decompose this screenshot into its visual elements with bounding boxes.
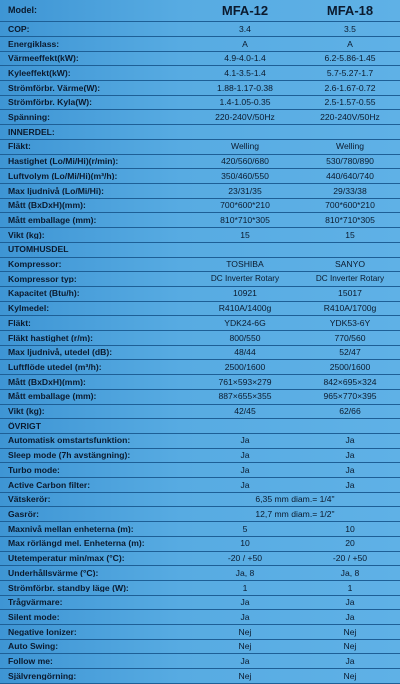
model-mfa-12: MFA-12 — [221, 3, 269, 19]
spec-value-mfa-12: TOSHIBA — [226, 259, 264, 270]
section-label: ÖVRIGT — [8, 421, 41, 431]
spec-row — [0, 449, 400, 464]
spec-value-mfa-18: Ja — [345, 611, 355, 622]
spec-label: Kyleeffekt(kW): — [8, 68, 71, 78]
spec-row — [0, 522, 400, 537]
spec-label: Utetemperatur min/max (°C): — [8, 554, 125, 563]
spec-value-mfa-18: 52/47 — [339, 347, 361, 358]
section-row — [0, 419, 400, 434]
spec-label: Max ljudnivå, utedel (dB): — [8, 348, 113, 357]
spec-value-mfa-18: SANYO — [334, 259, 366, 270]
spec-label: Spänning: — [8, 113, 51, 122]
spec-value-mfa-18: -20 / +50 — [332, 553, 368, 564]
spec-row — [0, 302, 400, 317]
spec-row — [0, 390, 400, 405]
spec-row — [0, 463, 400, 478]
spec-row — [0, 610, 400, 625]
spec-row — [0, 287, 400, 302]
spec-label: Kylmedel: — [8, 304, 50, 313]
spec-row — [0, 360, 400, 375]
spec-label: Fläkt hastighet (r/m): — [8, 333, 93, 343]
table-header-row — [0, 0, 400, 22]
spec-row — [0, 537, 400, 552]
spec-value-mfa-12: 10 — [240, 538, 250, 549]
spec-value-mfa-12: Ja — [240, 450, 250, 461]
spec-row — [0, 228, 400, 243]
spec-label: Luftvolym (Lo/Mi/Hi)(m³/h): — [8, 171, 118, 181]
spec-value-mfa-12: DC Inverter Rotary — [210, 273, 280, 283]
spec-value-mfa-12: Welling — [230, 141, 260, 152]
spec-value-mfa-18: Nej — [343, 670, 357, 681]
spec-value-mfa-12: Ja — [240, 611, 250, 622]
spec-row — [0, 478, 400, 493]
spec-value-mfa-12: 220-240V/50Hz — [215, 112, 275, 123]
spec-label: Mått emballage (mm): — [8, 215, 97, 225]
spec-row — [0, 654, 400, 669]
spec-value-mfa-12: Ja — [240, 597, 250, 608]
spec-value-mfa-18: Ja — [345, 656, 355, 667]
spec-value-mfa-18: 700*600*210 — [325, 200, 375, 211]
spec-value-mfa-18: 810*710*305 — [325, 214, 375, 225]
spec-value-mfa-18: YDK53-6Y — [329, 317, 371, 328]
spec-label: Automatisk omstartsfunktion: — [8, 436, 131, 446]
spec-value-mfa-18: Welling — [335, 141, 365, 152]
section-row — [0, 125, 400, 140]
spec-row — [0, 258, 400, 273]
spec-value-mfa-18: 842×695×324 — [323, 376, 377, 387]
spec-value-mfa-12: R410A/1400g — [218, 303, 272, 314]
spec-label: Luftflöde utedel (m³/h): — [8, 362, 102, 372]
spec-value-mfa-18: A — [347, 38, 353, 49]
spec-label: Fläkt: — [8, 142, 31, 152]
spec-row — [0, 581, 400, 596]
spec-row — [0, 566, 400, 581]
spec-label: Strömförbr. Värme(W): — [8, 83, 101, 93]
spec-value-mfa-12: 800/550 — [229, 332, 261, 343]
spec-row — [0, 596, 400, 611]
model-label: Model: — [8, 6, 37, 16]
spec-row — [0, 110, 400, 125]
spec-label: Active Carbon filter: — [8, 480, 91, 490]
spec-label: Strömförbr. standby läge (W): — [8, 583, 129, 593]
spec-label: Underhållsvärme (°C): — [8, 568, 99, 578]
spec-value-mfa-18: 2.6-1.67-0.72 — [324, 82, 376, 93]
spec-row — [0, 37, 400, 52]
spec-label: Självrengörning: — [8, 671, 77, 681]
spec-label: Turbo mode: — [8, 465, 60, 475]
spec-row — [0, 213, 400, 228]
spec-value-mfa-18: 1 — [347, 582, 353, 593]
spec-value-mfa-12: 761×593×279 — [218, 376, 272, 387]
spec-row — [0, 640, 400, 655]
spec-label: Kompressor typ: — [8, 274, 77, 284]
spec-value-shared: 12,7 mm diam.= 1/2" — [255, 509, 335, 519]
spec-value-mfa-18: Ja — [345, 597, 355, 608]
spec-label: Trågvärmare: — [8, 598, 63, 607]
spec-value-mfa-18: 2.5-1.57-0.55 — [324, 97, 376, 108]
spec-value-mfa-12: Nej — [238, 670, 252, 681]
spec-value-mfa-12: Ja — [240, 464, 250, 475]
spec-value-mfa-12: 810*710*305 — [220, 214, 270, 225]
spec-row — [0, 434, 400, 449]
spec-label: Vikt (kg): — [8, 230, 45, 240]
spec-value-shared: 6,35 mm diam.= 1/4" — [255, 494, 335, 505]
spec-row — [0, 184, 400, 199]
spec-label: Fläkt: — [8, 318, 31, 328]
section-label: INNERDEL: — [8, 127, 55, 137]
spec-label: Värmeeffekt(kW): — [8, 54, 79, 63]
spec-label: Mått (BxDxH)(mm): — [8, 377, 86, 387]
model-mfa-18: MFA-18 — [326, 3, 374, 19]
spec-row — [0, 493, 400, 508]
spec-value-mfa-12: 3.4 — [239, 23, 251, 34]
spec-row — [0, 405, 400, 420]
spec-label: Sleep mode (7h avstängning): — [8, 451, 131, 460]
spec-value-mfa-18: Ja, 8 — [340, 567, 360, 578]
spec-label: Strömförbr. Kyla(W): — [8, 98, 93, 107]
spec-value-mfa-12: 42/45 — [234, 406, 256, 417]
spec-value-mfa-12: 4.1-3.5-1.4 — [224, 67, 266, 78]
spec-row — [0, 169, 400, 184]
spec-label: Mått (BxDxH)(mm): — [8, 201, 86, 210]
spec-value-mfa-18: Nej — [343, 626, 357, 637]
spec-row — [0, 272, 400, 287]
spec-row — [0, 331, 400, 346]
spec-value-mfa-12: 1.4-1.05-0.35 — [219, 97, 271, 108]
spec-label: Vikt (kg): — [8, 407, 45, 416]
spec-label: Energiklass: — [8, 39, 60, 49]
spec-value-mfa-12: Ja — [240, 656, 250, 667]
spec-value-mfa-18: 15017 — [338, 288, 362, 299]
spec-label: Negative Ionizer: — [8, 627, 77, 637]
section-label: UTOMHUSDEL — [8, 245, 69, 254]
spec-label: Hastighet (Lo/Mi/Hi)(r/min): — [8, 157, 119, 166]
spec-value-mfa-12: Ja — [240, 435, 250, 446]
spec-value-mfa-12: Ja — [240, 479, 250, 490]
spec-value-mfa-12: Nej — [238, 626, 252, 637]
spec-label: Max rörlängd mel. Enheterna (m): — [8, 539, 145, 548]
spec-value-mfa-12: 350/460/550 — [221, 170, 269, 181]
spec-row — [0, 155, 400, 170]
spec-value-mfa-18: 10 — [345, 523, 355, 534]
spec-value-mfa-12: 887×655×355 — [218, 391, 272, 402]
spec-value-mfa-18: 770/560 — [334, 332, 366, 343]
spec-value-mfa-12: 23/31/35 — [228, 185, 262, 196]
spec-value-mfa-12: 420/560/680 — [221, 156, 269, 167]
spec-value-mfa-18: 62/66 — [339, 406, 361, 417]
spec-row — [0, 52, 400, 67]
spec-row — [0, 96, 400, 111]
spec-value-mfa-18: Ja — [345, 464, 355, 475]
spec-label: Max ljudnivå (Lo/Mi/Hi): — [8, 186, 104, 196]
spec-row — [0, 140, 400, 155]
spec-label: Silent mode: — [8, 612, 60, 622]
spec-value-mfa-12: 5 — [242, 523, 248, 534]
spec-row — [0, 81, 400, 96]
spec-value-mfa-18: 440/640/740 — [326, 170, 374, 181]
spec-value-mfa-18: 29/33/38 — [333, 185, 367, 196]
spec-value-mfa-12: 1 — [242, 582, 248, 593]
spec-label: Kapacitet (Btu/h): — [8, 289, 80, 299]
spec-label: Vätskerör: — [8, 495, 51, 504]
spec-value-mfa-18: 220-240V/50Hz — [320, 112, 380, 123]
spec-row — [0, 346, 400, 361]
spec-value-mfa-18: 965×770×395 — [323, 391, 377, 402]
spec-value-mfa-18: Ja — [345, 450, 355, 461]
spec-label: Mått emballage (mm): — [8, 392, 97, 401]
spec-value-mfa-12: A — [242, 38, 248, 49]
spec-value-mfa-18: 15 — [345, 229, 355, 240]
spec-label: Maxnivå mellan enheterna (m): — [8, 524, 134, 534]
spec-value-mfa-18: Ja — [345, 435, 355, 446]
spec-row — [0, 199, 400, 214]
spec-label: Follow me: — [8, 657, 53, 666]
spec-value-mfa-18: 20 — [345, 538, 355, 549]
spec-value-mfa-12: 1.88-1.17-0.38 — [217, 82, 273, 93]
spec-value-mfa-18: 6.2-5.86-1.45 — [324, 53, 376, 64]
spec-row — [0, 316, 400, 331]
spec-row — [0, 375, 400, 390]
spec-label: Kompressor: — [8, 260, 62, 269]
spec-row — [0, 507, 400, 522]
spec-value-mfa-18: 5.7-5.27-1.7 — [326, 67, 374, 78]
spec-value-mfa-18: 2500/1600 — [329, 361, 371, 372]
spec-row — [0, 66, 400, 81]
spec-value-mfa-12: Ja, 8 — [235, 567, 255, 578]
spec-value-mfa-12: 2500/1600 — [224, 361, 266, 372]
spec-value-mfa-18: R410A/1700g — [323, 303, 377, 314]
spec-row — [0, 22, 400, 37]
section-row — [0, 243, 400, 258]
spec-value-mfa-12: 700*600*210 — [220, 200, 270, 211]
spec-value-mfa-12: Nej — [238, 641, 252, 652]
spec-value-mfa-12: 15 — [240, 229, 250, 240]
spec-value-mfa-18: Ja — [345, 479, 355, 490]
spec-row — [0, 552, 400, 567]
spec-value-mfa-12: YDK24-6G — [224, 317, 266, 328]
spec-value-mfa-12: 10921 — [233, 288, 257, 299]
spec-row — [0, 669, 400, 684]
spec-value-mfa-18: Nej — [343, 641, 357, 652]
spec-label: Auto Swing: — [8, 642, 59, 651]
spec-value-mfa-12: 48/44 — [234, 347, 256, 358]
spec-value-mfa-18: DC Inverter Rotary — [315, 273, 385, 283]
spec-value-mfa-18: 3.5 — [344, 23, 356, 34]
spec-value-mfa-12: 4.9-4.0-1.4 — [224, 53, 266, 64]
spec-value-mfa-12: -20 / +50 — [227, 553, 263, 564]
spec-row — [0, 625, 400, 640]
spec-label: Gasrör: — [8, 510, 40, 519]
spec-label: COP: — [8, 24, 30, 34]
spec-value-mfa-18: 530/780/890 — [326, 156, 374, 167]
